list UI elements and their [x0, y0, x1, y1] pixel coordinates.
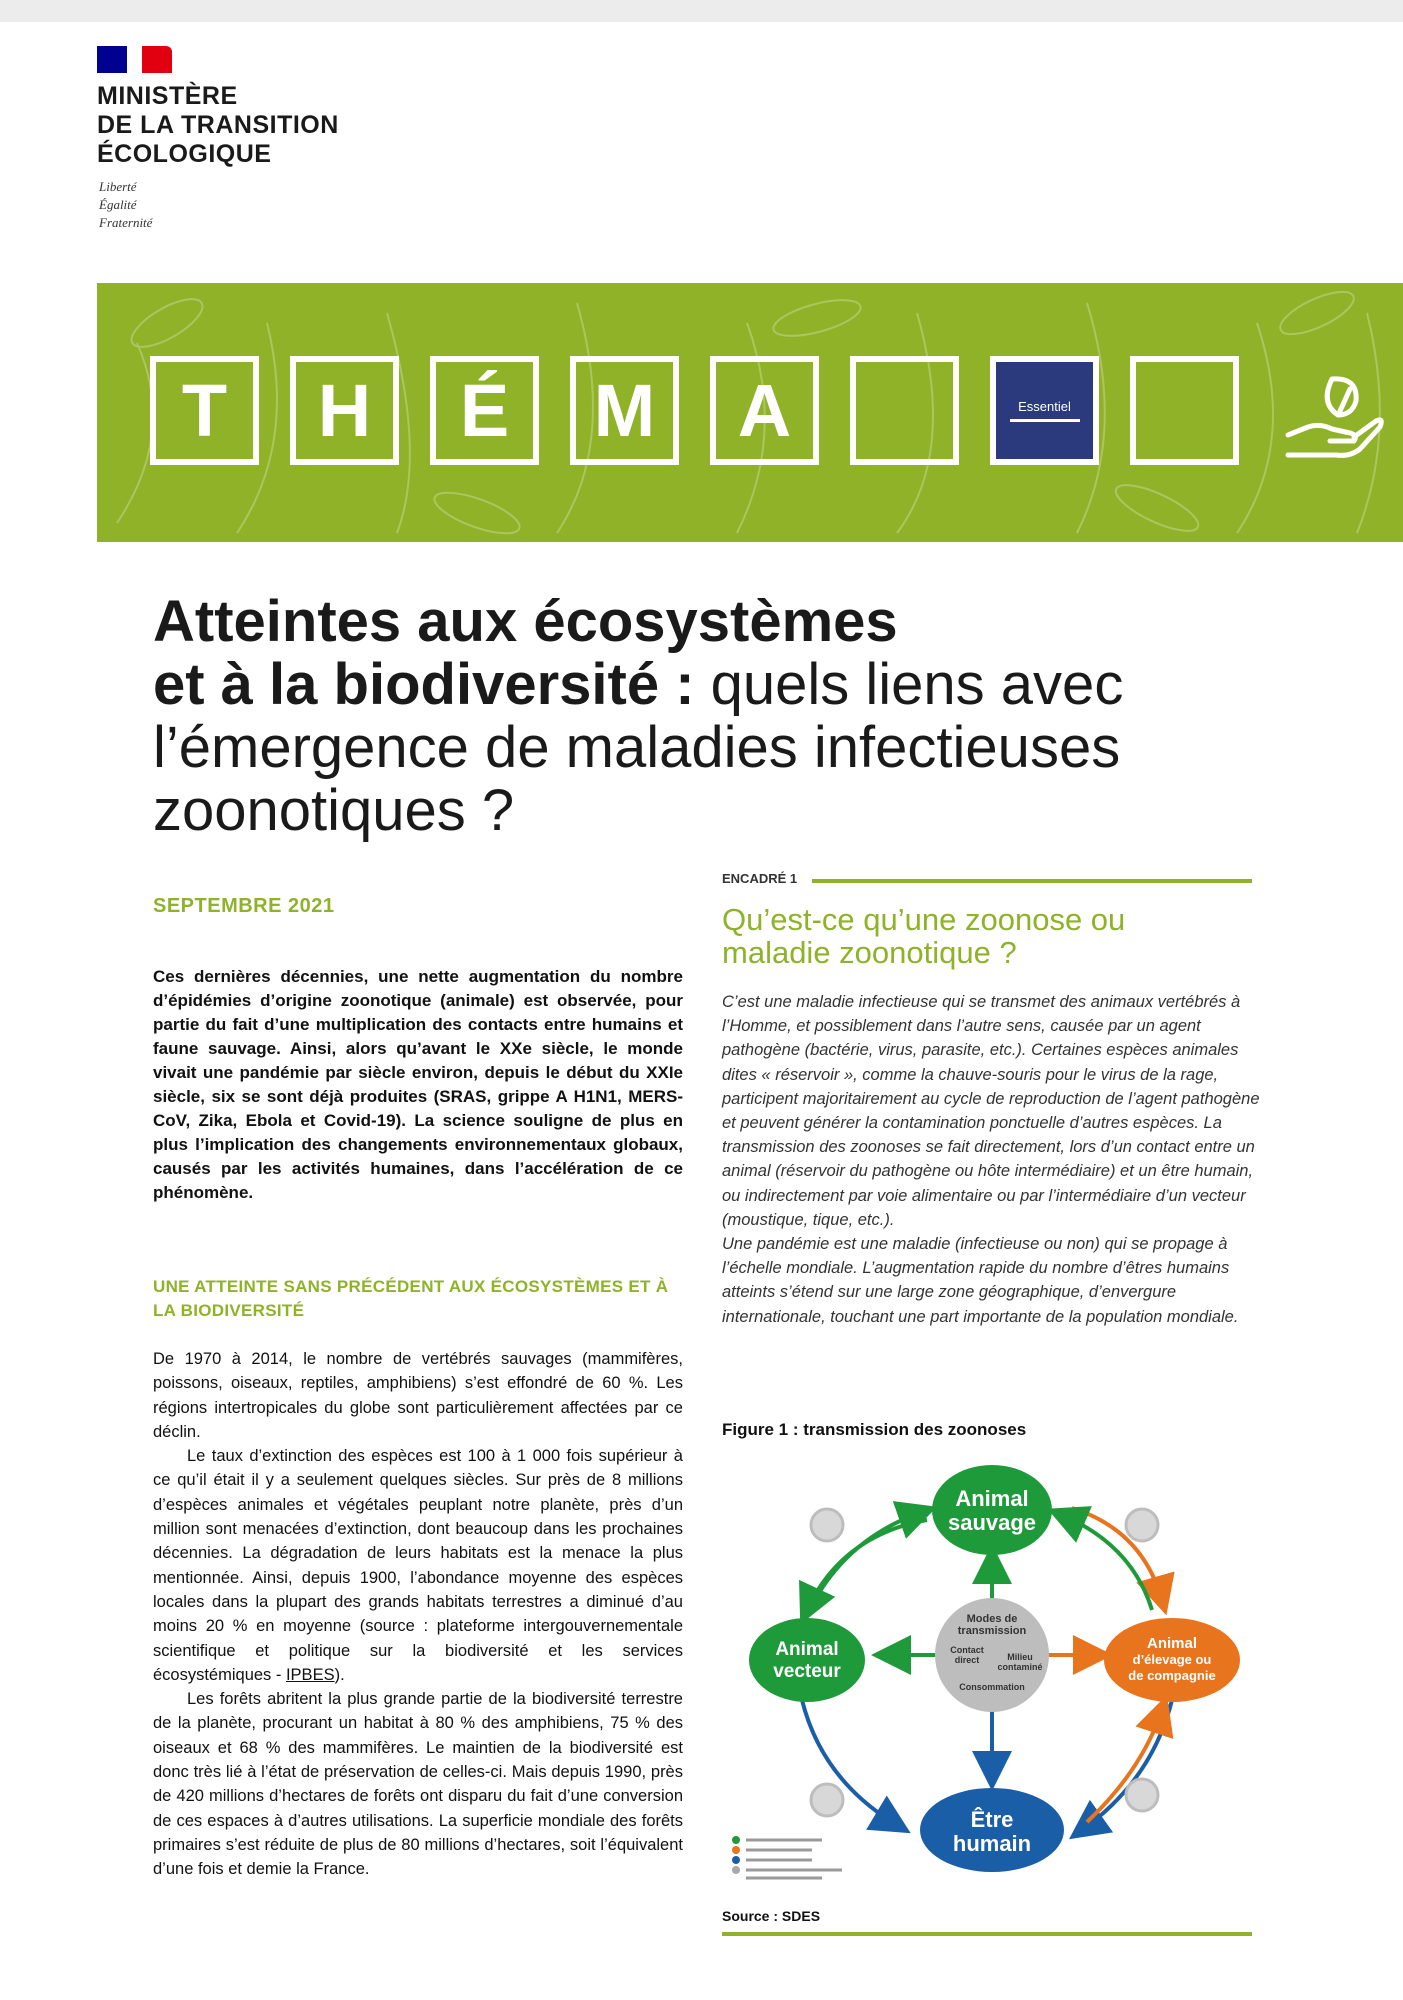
encadre-paragraph: Une pandémie est une maladie (infectieuse ou non) qui se propage à l’échelle mondiale. L’augmentation rapide du nombre d’êtres humains atteints s’étend sur une large zone géographique, d’envergure internationale, touchant une part importante de la population mondiale. [722, 1235, 1239, 1326]
transmission-icon [1126, 1509, 1158, 1541]
body-text: ). [334, 1665, 345, 1684]
encadre-title: Qu’est-ce qu’une zoonose ou maladie zoonotique ? [722, 902, 1126, 970]
title-line: zoonotiques ? [153, 778, 515, 843]
thema-letter-tile: É [430, 356, 539, 465]
encadre-label: ENCADRÉ 1 [722, 871, 798, 886]
publication-date: SEPTEMBRE 2021 [153, 895, 335, 917]
motto-line: Liberté [99, 179, 137, 194]
center-label: Contact [950, 1645, 984, 1655]
transmission-icon [1126, 1779, 1158, 1811]
motto-line: Égalité [99, 197, 137, 212]
page-title [153, 590, 1303, 842]
french-flag-icon [97, 46, 172, 73]
transmission-icon [811, 1509, 843, 1541]
ministry-line: DE LA TRANSITION [97, 111, 339, 139]
essential-tile [990, 356, 1099, 465]
transmission-icon [811, 1784, 843, 1816]
center-label: Modes de [966, 1613, 1018, 1625]
node-label: sauvage [947, 1510, 1037, 1535]
zoonosis-diagram [722, 1450, 1262, 1905]
thema-letter-tile: H [290, 356, 399, 465]
center-label: contaminé [997, 1662, 1043, 1672]
body-paragraph [153, 1444, 683, 1687]
figure-rule [722, 1932, 1252, 1936]
encadre-body [722, 990, 1262, 1329]
thema-letter-tile: M [570, 356, 679, 465]
figure-source: Source : SDES [722, 1908, 821, 1924]
top-strip [0, 0, 1403, 22]
body-paragraph: De 1970 à 2014, le nombre de vertébrés sauvages (mammifères, poissons, oiseaux, reptiles, amphibiens) s’est effondré de 60 %. Les régions intertropicales du globe sont particulièrement affectées par ce déclin. [153, 1350, 683, 1441]
encadre-rule [812, 879, 1252, 883]
figure-title: Figure 1 : transmission des zoonoses [722, 1420, 1027, 1439]
thema-banner [97, 283, 1403, 542]
encadre-paragraph: C’est une maladie infectieuse qui se transmet des animaux vertébrés à l’Homme, et possiblement dans l’autre sens, causée par un agent pathogène (bactérie, virus, parasite, etc.). Certaines espèces animales dites « réservoir », comme la chauve-souris pour le virus de la rage, participent majoritairement au cycle de reproduction de l’agent pathogène et peuvent générer la contamination ponctuelle d’autres espèces. La transmission des zoonoses se fait directement, lors d’un contact entre un animal (réservoir du pathogène ou hôte intermédiaire) et un être humain, ou indirectement par voie alimentaire ou par l’intermédiaire d’un vecteur (moustique, tique, etc.). [722, 993, 1260, 1229]
thema-letter-tile: A [710, 356, 819, 465]
ministry-line: MINISTÈRE [97, 82, 238, 110]
ipbes-link[interactable]: IPBES [285, 1665, 335, 1684]
body-paragraph: Les forêts abritent la plus grande partie de la biodiversité terrestre de la planète, procurant un habitat à 80 % des amphibiens, 75 % des oiseaux et 68 % des mammifères. Le maintien de la biodiversité est donc très lié à l’état de préservation de celles-ci. Mais depuis 1990, près de 420 millions d’hectares de forêts ont disparu du fait d’une conversion de ces espaces à d’autres utilisations. La superficie mondiale des forêts primaires s’est réduite de plus de 80 millions d’hectares, soit l’équivalent d’une fois et demie la France. [153, 1690, 683, 1879]
node-label: Être [970, 1807, 1014, 1832]
center-label: Milieu [1007, 1652, 1033, 1662]
title-line: Atteintes aux écosystèmes [153, 589, 898, 654]
center-label: transmission [957, 1625, 1027, 1637]
thema-letter-tile: T [150, 356, 259, 465]
legend [732, 1836, 842, 1878]
node-label: Animal [1146, 1635, 1198, 1652]
title-bold: et à la biodiversité : [153, 652, 695, 717]
node-vector-animal [749, 1618, 865, 1702]
intro-paragraph: Ces dernières décennies, une nette augmentation du nombre d’épidémies d’origine zoonotique (animale) est observée, pour partie du fait d’une multiplication des contacts entre humains et faune sauvage. Ainsi, alors qu’avant le XXe siècle, le monde vivait une pandémie par siècle environ, depuis le début du XXIe siècle, six se sont déjà produites (SRAS, grippe A H1N1, MERS-CoV, Zika, Ebola et Covid-19). La science souligne de plus en plus l’implication des changements environnementaux globaux, causés par les activités humaines, dans l’accélération de ce phénomène. [153, 967, 683, 1202]
node-label: humain [952, 1831, 1032, 1856]
center-label: direct [954, 1655, 980, 1665]
thema-empty-tile [1130, 356, 1239, 465]
ministry-logo [97, 46, 397, 236]
center-label: Consommation [959, 1682, 1025, 1692]
node-label: Animal [775, 1639, 839, 1660]
section-heading: UNE ATTEINTE SANS PRÉCÉDENT AUX ÉCOSYSTÈMES ET À LA BIODIVERSITÉ [153, 1277, 669, 1320]
body-text: Le taux d’extinction des espèces est 100 à 1 000 fois supérieur à ce qu’il était il y a seulement quelques siècles. Sur près de 8 millions d’espèces animales et végétales peuplant notre planète, près d’un million sont menacées d’extinction, dont beaucoup dans les prochaines décennies. La dégradation de leurs habitats est la menace la plus mentionnée. Ainsi, depuis 1900, l’abondance moyenne des espèces locales dans la plupart des grands habitats terrestres a diminué d’au moins 20 % en moyenne (source : plateforme intergouvernementale scientifique et politique sur la biodiversité et les services écosystémiques - [153, 1447, 683, 1684]
republic-motto [99, 178, 152, 232]
ministry-name [97, 82, 339, 169]
node-label: d’élevage ou [1132, 1652, 1212, 1667]
section-body [153, 1347, 683, 1882]
hand-leaf-icon [1280, 365, 1390, 465]
motto-line: Fraternité [99, 215, 153, 230]
essential-label: Essentiel [1018, 399, 1071, 414]
node-label: Animal [955, 1486, 1029, 1511]
node-label: de compagnie [1128, 1668, 1216, 1683]
thema-empty-tile [850, 356, 959, 465]
ministry-line: ÉCOLOGIQUE [97, 140, 272, 168]
node-label: vecteur [773, 1661, 841, 1682]
title-light: quels liens avec [694, 652, 1124, 717]
title-line: l’émergence de maladies infectieuses [153, 715, 1121, 780]
